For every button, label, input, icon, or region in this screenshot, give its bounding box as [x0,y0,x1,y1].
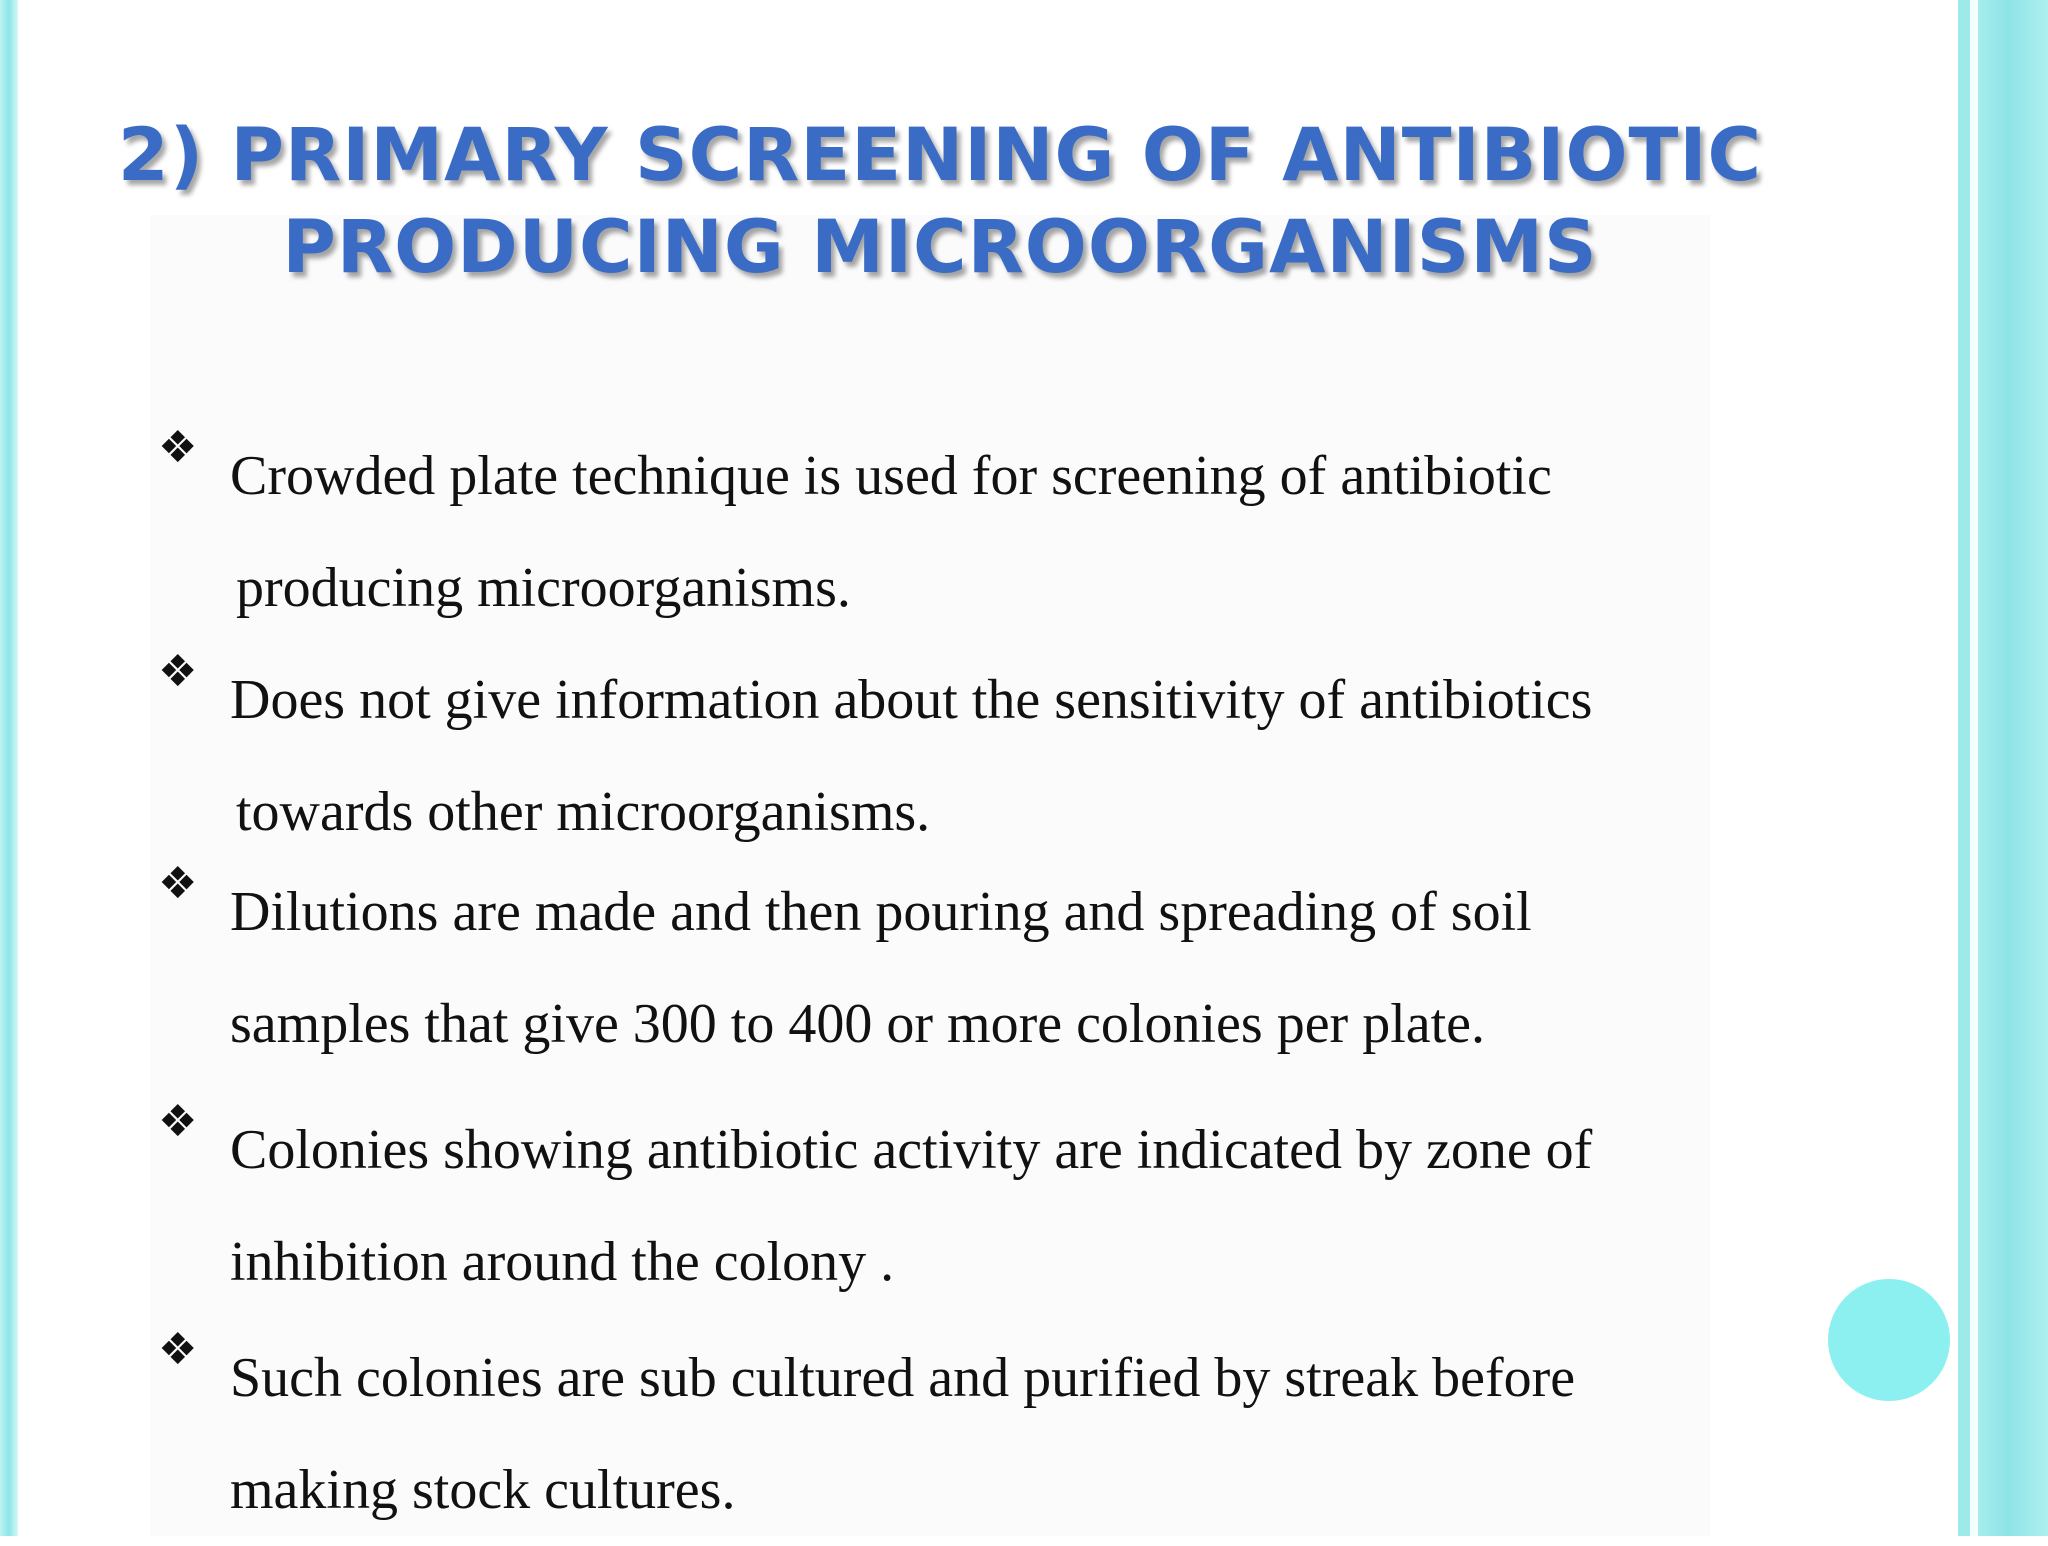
diamond-bullet-icon: ❖ [158,858,198,909]
bullet-text-line: producing microorganisms. [236,557,851,619]
bullet-text-line: Crowded plate technique is used for screening of antibiotic [230,445,1552,507]
bullet-text-line: Such colonies are sub cultured and purified by streak before [230,1347,1576,1409]
bullet-item [158,1094,1798,1318]
bullet-item [158,1322,1798,1546]
diamond-bullet-icon: ❖ [158,1096,198,1147]
right-border-gap [1970,0,1978,1536]
slide-title-line2: PRODUCING MICROORGANISMS [282,205,1598,290]
bullet-text-line: towards other microorganisms. [236,781,931,843]
slide-title [60,110,1820,294]
right-border-stripe-outer [1978,0,2048,1536]
diamond-bullet-icon: ❖ [158,646,198,697]
slide-title-line1: 2) PRIMARY SCREENING OF ANTIBIOTIC [117,113,1763,198]
bullet-text-line: Dilutions are made and then pouring and spreading of soil [230,881,1532,943]
bullet-text-line: Colonies showing antibiotic activity are indicated by zone of [230,1119,1593,1181]
bullet-text-line: inhibition around the colony . [230,1231,895,1293]
decorative-circle [1828,1279,1950,1401]
diamond-bullet-icon: ❖ [158,1324,198,1375]
diamond-bullet-icon: ❖ [158,422,198,473]
bullet-item [158,420,1798,644]
bullet-text-line: making stock cultures. [230,1459,736,1521]
bullet-text-line: samples that give 300 to 400 or more colonies per plate. [230,993,1486,1055]
bullet-text-line: Does not give information about the sensitivity of antibiotics [230,669,1593,731]
left-border-stripe [0,0,18,1536]
bullet-item [158,856,1798,1080]
right-border-stripe-inner [1958,0,1970,1536]
bullet-item [158,644,1798,868]
